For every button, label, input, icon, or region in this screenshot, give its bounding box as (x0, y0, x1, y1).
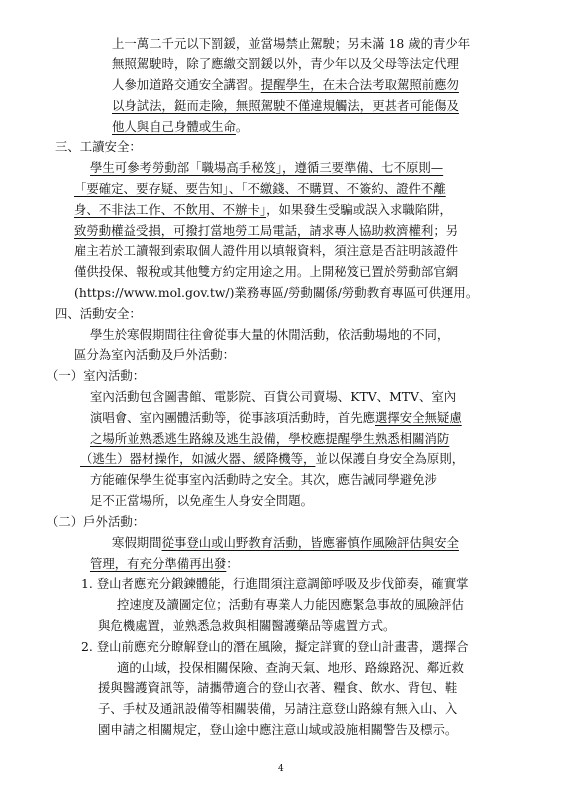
text-line (112, 535, 459, 551)
text-line (80, 451, 464, 467)
numbered-item-line (117, 660, 464, 676)
text-run: 子、手杖及通訊設備等相關裝備，另請注意登山路線有無入山、入 (98, 701, 458, 716)
underlined-text: 「要確定、要存疑、要告知」、「不繳錢、不購買、不簽約、證件不離 (74, 181, 446, 196)
underlined-text: 之場所並熟悉逃生路線及逃生設備，學校應提醒學生熟悉相關消防 (90, 431, 450, 446)
text-line (74, 202, 452, 218)
text-line (90, 556, 239, 572)
text-line (74, 264, 458, 280)
text-line (90, 389, 456, 405)
text-run: 雇主若於工讀報到索取個人證件用以填報資料，須注意是否註明該證件 (74, 243, 459, 258)
text-run: 園申請之相關規定，登山途中應注意山域或設施相關警告及標示。 (98, 722, 458, 737)
numbered-item-line (98, 701, 457, 717)
text-run: 人參加道路交通安全講習。 (112, 77, 261, 92)
text-line (90, 493, 313, 509)
text-line (112, 98, 459, 114)
text-run: （一）室內活動： (46, 368, 146, 383)
underlined-text: 選擇安全無疑慮 (374, 410, 462, 425)
numbered-item-line (81, 639, 468, 655)
text-run: 僅供投保、報稅或其他雙方約定用途之用。上開秘笈已置於勞動部官網 (74, 264, 459, 279)
numbered-item-line (98, 722, 457, 738)
text-line (112, 56, 459, 72)
text-run: 學生於寒假期間往往會從事大量的休閒活動，依活動場地的不同， (90, 327, 450, 342)
text-line (74, 181, 446, 197)
text-line (112, 119, 248, 135)
text-run: 援與醫護資訊等，請攜帶適合的登山衣著、糧食、飲水、背包、鞋 (98, 680, 458, 695)
underlined-text: 提醒學生，在未合法考取駕照前應勿 (260, 77, 459, 92)
underlined-text: 以身試法，鋌而走險，無照駕駛不僅違規觸法，更甚者可能傷及 (112, 98, 459, 113)
text-run: 2. 登山前應充分瞭解登山的潛在風險，擬定詳實的登山計畫書，選擇合 (81, 639, 469, 654)
text-run: (https://www.mol.gov.tw/)業務專區/勞動關係/勞動教育專區可供運用。 (74, 285, 479, 300)
text-line (112, 77, 459, 93)
text-run: 區分為室內活動及戶外活動： (74, 347, 236, 362)
text-line (90, 472, 437, 488)
text-run: 演唱會、室內團體活動等，從事該項活動時，首先應 (90, 410, 375, 425)
text-line (90, 160, 443, 176)
section-heading (55, 139, 142, 155)
subsection-heading (46, 514, 145, 530)
text-line (74, 243, 458, 259)
underlined-text: 管理，有充分準備再出發 (90, 556, 227, 571)
numbered-item-line (117, 597, 464, 613)
text-line (74, 223, 458, 239)
text-run: ，如果發生受騙或誤入求職陷阱， (266, 202, 452, 217)
text-run: 足不正當場所，以免產生人身安全問題。 (90, 493, 314, 508)
text-line (74, 285, 478, 301)
text-run: （二）戶外活動： (46, 514, 146, 529)
text-line (90, 327, 449, 343)
text-run: 四、活動安全： (55, 306, 142, 321)
text-line (90, 410, 462, 426)
underlined-text: 學生可參考勞動部「職場高手秘笈」，遵循三要準備、七不原則— (90, 160, 444, 175)
text-run: 與危機處置，並熟悉急救與相關醫護藥品等處置方式。 (98, 618, 396, 633)
text-run: 上一萬二千元以下罰鍰，並當場禁止駕駛；另未滿 18 歲的青少年 (112, 36, 471, 51)
numbered-item-line (98, 680, 457, 696)
text-run: 並以保護自身安全為原則， (315, 451, 465, 466)
underlined-text: 身、不非法工作、不飲用、不辦卡」 (74, 202, 267, 217)
text-run: 適的山域，投保相關保險、查詢天氣、地形、路線路況、鄰近救 (117, 660, 464, 675)
text-run: 三、工讀安全： (55, 139, 142, 154)
text-line (74, 347, 235, 363)
text-run: 1. 登山者應充分鍛鍊體能，行進間須注意調節呼吸及步伐節奏，確實掌 (81, 576, 469, 591)
underlined-text: （逃生）器材操作，如滅火器、緩降機等， (80, 451, 316, 466)
text-run: 寒假期間 (112, 535, 162, 550)
text-run: ： (226, 556, 239, 571)
numbered-item-line (98, 618, 395, 634)
text-run: 。 (235, 119, 249, 134)
subsection-heading (46, 368, 145, 384)
page-number: 4 (278, 764, 284, 774)
text-run: ；另 (433, 223, 459, 238)
underlined-text: 從事登山或山野教育活動，皆應審慎作風險評估與安全 (161, 535, 459, 550)
underlined-text: 致勞動權益受損，可撥打當地勞工局電話，請求專人協助救濟權利 (74, 223, 434, 238)
text-line (90, 431, 449, 447)
underlined-text: 他人與自己身體或生命 (112, 119, 236, 134)
numbered-item-line (81, 576, 468, 592)
text-run: 方能確保學生從事室內活動時之安全。其次，應告誡同學避免涉 (90, 472, 437, 487)
text-line (112, 36, 470, 52)
text-run: 室內活動包含圖書館、電影院、百貨公司賣場、KTV、MTV、室內 (90, 389, 457, 404)
text-run: 無照駕駛時，除了應繳交罰鍰以外，青少年以及父母等法定代理 (112, 56, 459, 71)
text-run: 控速度及讀圖定位；活動有專業人力能因應緊急事故的風險評估 (117, 597, 464, 612)
section-heading (55, 306, 142, 322)
